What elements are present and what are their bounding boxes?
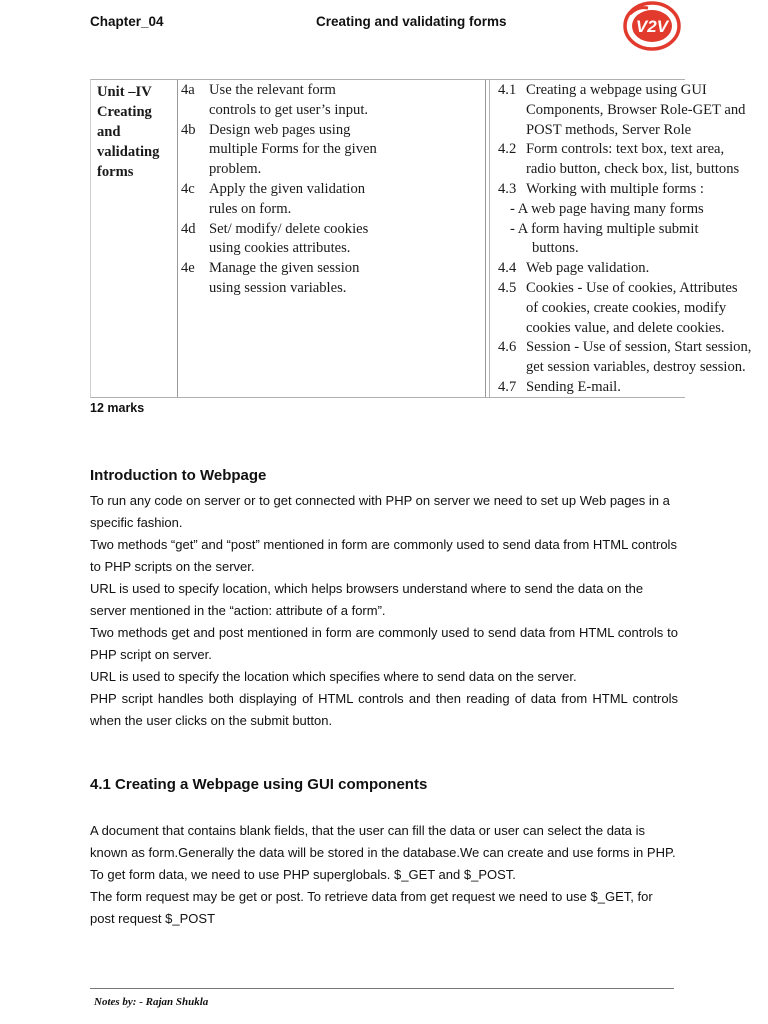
topics-column — [489, 80, 752, 397]
unit-line: validating — [97, 144, 160, 160]
intro-para-3: URL is used to specify location, which helps browsers understand where to send the data on the server mentioned in the “action: attribute of a form”. — [90, 581, 644, 618]
section-41-para-2: The form request may be get or post. To retrieve data from get request we need to use $_GET, for post request $_POST — [90, 889, 653, 926]
topic-item — [498, 259, 768, 279]
topic-subitem: - A web page having many forms — [510, 200, 704, 217]
topic-subitem: - A form having multiple submit — [510, 220, 699, 237]
outcome-item — [181, 220, 481, 260]
outcome-text: Manage the given session using session variables. — [209, 260, 360, 296]
section-41-heading: 4.1 Creating a Webpage using GUI components — [90, 776, 428, 793]
outcome-item — [181, 81, 481, 121]
outcome-text: Use the relevant form controls to get user’s input. — [209, 82, 369, 118]
intro-para-6: PHP script handles both displaying of HTML controls and then reading of data from HTML controls when the user clicks on the submit button. — [90, 691, 678, 728]
page-header — [90, 14, 680, 34]
unit-column — [91, 80, 178, 397]
topics-list — [498, 81, 768, 398]
topic-item — [498, 81, 768, 140]
outcomes-column — [177, 80, 486, 397]
unit-line: Unit –IV — [97, 84, 152, 100]
topic-text: Web page validation. — [526, 260, 650, 277]
topic-item — [498, 279, 768, 338]
header-title: Creating and validating forms — [316, 14, 507, 29]
topic-text: Form controls: text box, text area, radio button, check box, list, buttons — [526, 141, 740, 178]
intro-body — [90, 490, 678, 732]
logo-text: V2V — [635, 17, 669, 36]
outcome-number: 4a — [181, 82, 195, 98]
unit-line: and — [97, 124, 121, 140]
outcomes-list — [181, 81, 481, 299]
syllabus-table — [90, 79, 752, 398]
unit-line: Creating — [97, 104, 152, 120]
intro-para-1: To run any code on server or to get connected with PHP on server we need to set up Web pages in a specific fashion. — [90, 493, 670, 530]
outcome-item — [181, 259, 481, 299]
topic-number: 4.1 — [498, 82, 517, 98]
footer-divider — [90, 988, 674, 989]
outcome-item — [181, 121, 481, 180]
topic-subitem: buttons. — [532, 240, 579, 257]
intro-para-2: Two methods “get” and “post” mentioned in form are commonly used to send data from HTML controls to PHP scripts on the server. — [90, 537, 677, 574]
intro-heading: Introduction to Webpage — [90, 467, 267, 484]
topic-number: 4.2 — [498, 141, 517, 158]
marks-label: 12 marks — [90, 401, 145, 415]
topic-number: 4.7 — [498, 378, 517, 395]
topic-text: Cookies - Use of cookies, Attributes of cookies, create cookies, modify cookies value, and delete cookies. — [526, 279, 738, 336]
outcome-text: Apply the given validation rules on form. — [209, 180, 366, 217]
outcome-number: 4c — [181, 180, 195, 197]
topic-number: 4.4 — [498, 260, 517, 277]
topic-text: Working with multiple forms : — [526, 180, 704, 197]
outcome-number: 4b — [181, 121, 196, 138]
outcome-number: 4e — [181, 260, 195, 277]
outcome-text: Design web pages using multiple Forms for the given problem. — [209, 121, 377, 178]
topic-text: Creating a webpage using GUI Components, Browser Role-GET and POST methods, Server Role — [526, 82, 746, 138]
chapter-label: Chapter_04 — [90, 14, 164, 29]
section-41-body — [90, 820, 678, 930]
topic-number: 4.5 — [498, 279, 517, 296]
topic-item — [498, 180, 768, 200]
topic-item — [498, 378, 768, 398]
topic-text: Sending E-mail. — [526, 378, 621, 395]
outcome-text: Set/ modify/ delete cookies using cookies attributes. — [209, 220, 369, 257]
outcome-number: 4d — [181, 220, 196, 237]
topic-item — [498, 338, 768, 378]
topic-number: 4.3 — [498, 180, 517, 197]
intro-para-5: URL is used to specify the location which specifies where to send data on the server. — [90, 669, 577, 684]
unit-line: forms — [97, 164, 134, 180]
topic-number: 4.6 — [498, 339, 517, 356]
footer-author: Notes by: - Rajan Shukla — [94, 996, 209, 1008]
section-41-para-1: A document that contains blank fields, that the user can fill the data or user can select the data is known as form.Generally the data will be stored in the database.We can create and use forms in PHP. To get form data, we need to use PHP superglobals. $_GET and $_POST. — [90, 823, 676, 882]
topic-item — [498, 140, 768, 180]
v2v-logo — [622, 0, 682, 52]
intro-para-4: Two methods get and post mentioned in form are commonly used to send data from HTML controls to PHP script on server. — [90, 625, 678, 662]
topic-text: Session - Use of session, Start session, get session variables, destroy session. — [526, 339, 752, 376]
outcome-item — [181, 180, 481, 220]
unit-title — [97, 82, 159, 182]
